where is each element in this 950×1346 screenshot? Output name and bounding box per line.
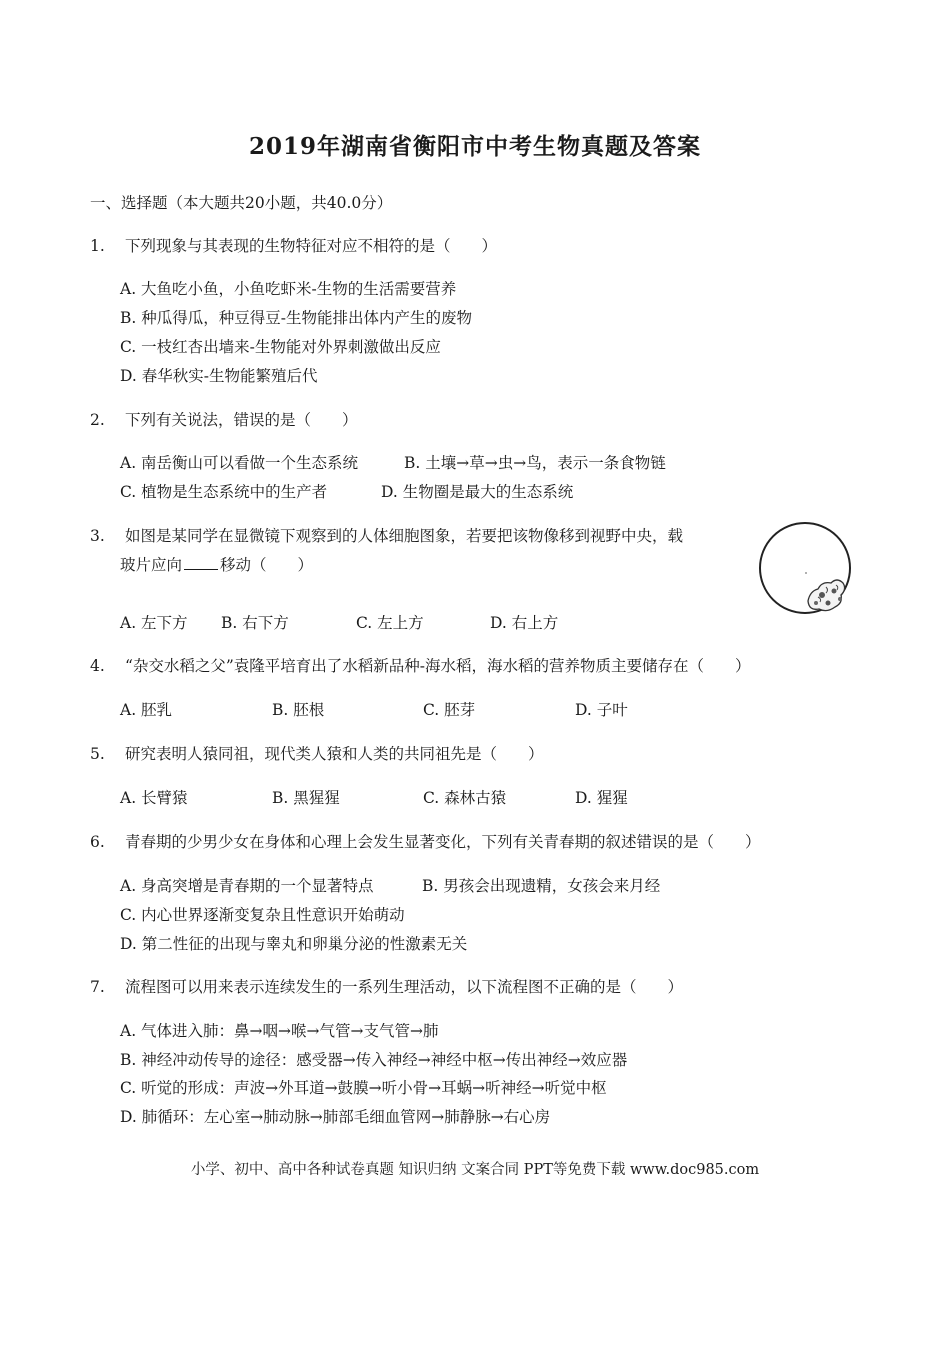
- q7-option-d: D. 肺循环：左心室→肺动脉→肺部毛细血管网→肺静脉→右心房: [120, 1108, 551, 1126]
- section-heading: 一、选择题（本大题共20小题，共40.0分）: [90, 194, 393, 212]
- question-7: [90, 975, 683, 997]
- question-number: 6.: [90, 833, 105, 851]
- q2-option-d: D. 生物圈是最大的生态系统: [381, 483, 574, 501]
- q4-option-a: A. 胚乳: [120, 701, 173, 719]
- q5-option-a: A. 长臂猿: [120, 789, 188, 807]
- q2-option-c: C. 植物是生态系统中的生产者: [120, 483, 328, 501]
- question-4: [90, 654, 751, 676]
- q7-option-a: A. 气体进入肺：鼻→咽→喉→气管→支气管→肺: [120, 1022, 439, 1040]
- question-3: [90, 524, 683, 546]
- q1-option-d: D. 春华秋实-生物能繁殖后代: [120, 367, 318, 385]
- q1-option-c: C. 一枝红杏出墙来-生物能对外界刺激做出反应: [120, 338, 441, 356]
- q5-option-d: D. 猩猩: [575, 789, 628, 807]
- question-1: [90, 234, 497, 256]
- document-title: 2019年湖南省衡阳市中考生物真题及答案: [248, 133, 701, 160]
- question-stem: 研究表明人猿同祖，现代类人猿和人类的共同祖先是（ ）: [124, 745, 544, 763]
- question-stem: “杂交水稻之父”袁隆平培育出了水稻新品种-海水稻，海水稻的营养物质主要储存在（ ）: [124, 657, 751, 675]
- q3-option-a: A. 左下方: [120, 614, 188, 632]
- q6-option-b: B. 男孩会出现遗精，女孩会来月经: [422, 877, 661, 895]
- q4-option-d: D. 子叶: [575, 701, 628, 719]
- question-6: [90, 830, 760, 852]
- q3-option-c: C. 左上方: [356, 614, 424, 632]
- q3-option-d: D. 右上方: [490, 614, 559, 632]
- question-number: 5.: [90, 745, 105, 763]
- question-number: 3.: [90, 527, 105, 545]
- q1-option-b: B. 种瓜得瓜，种豆得豆-生物能排出体内产生的废物: [120, 309, 472, 327]
- question-stem: 下列有关说法，错误的是（ ）: [124, 411, 358, 429]
- footer-text: 小学、初中、高中各种试卷真题 知识归纳 文案合同 PPT等免费下载 www.doc985.com: [190, 1162, 760, 1178]
- q6-option-c: C. 内心世界逐渐变复杂且性意识开始萌动: [120, 906, 405, 924]
- question-stem: 如图是某同学在显微镜下观察到的人体细胞图象，若要把该物像移到视野中央，载: [124, 527, 683, 545]
- stem-part: 玻片应向: [120, 556, 183, 574]
- q6-option-a: A. 身高突增是青春期的一个显著特点: [120, 877, 374, 895]
- q2-option-b: B. 土壤→草→虫→鸟，表示一条食物链: [404, 454, 666, 472]
- question-stem: 流程图可以用来表示连续发生的一系列生理活动，以下流程图不正确的是（ ）: [124, 978, 683, 996]
- q4-option-c: C. 胚芽: [423, 701, 476, 719]
- question-number: 4.: [90, 657, 105, 675]
- q1-option-a: A. 大鱼吃小鱼，小鱼吃虾米-生物的生活需要营养: [120, 280, 457, 298]
- question-number: 2.: [90, 411, 105, 429]
- stem-part: 移动（ ）: [220, 556, 314, 574]
- q5-option-b: B. 黑猩猩: [272, 789, 340, 807]
- question-stem: 下列现象与其表现的生物特征对应不相符的是（ ）: [124, 237, 497, 255]
- question-3-stem-continued: [120, 553, 313, 575]
- q6-option-d: D. 第二性征的出现与睾丸和卵巢分泌的性激素无关: [120, 935, 468, 953]
- q5-option-c: C. 森林古猿: [423, 789, 507, 807]
- question-stem: 青春期的少男少女在身体和心理上会发生显著变化，下列有关青春期的叙述错误的是（ ）: [124, 833, 761, 851]
- microscope-field-image: [756, 521, 854, 615]
- q7-option-c: C. 听觉的形成：声波→外耳道→鼓膜→听小骨→耳蜗→听神经→听觉中枢: [120, 1079, 607, 1097]
- q2-option-a: A. 南岳衡山可以看做一个生态系统: [120, 454, 359, 472]
- question-5: [90, 742, 543, 764]
- question-2: [90, 408, 357, 430]
- q7-option-b: B. 神经冲动传导的途径：感受器→传入神经→神经中枢→传出神经→效应器: [120, 1051, 628, 1069]
- question-number: 1.: [90, 237, 105, 255]
- answer-blank: [184, 555, 218, 570]
- q3-option-b: B. 右下方: [221, 614, 289, 632]
- question-number: 7.: [90, 978, 105, 996]
- q4-option-b: B. 胚根: [272, 701, 325, 719]
